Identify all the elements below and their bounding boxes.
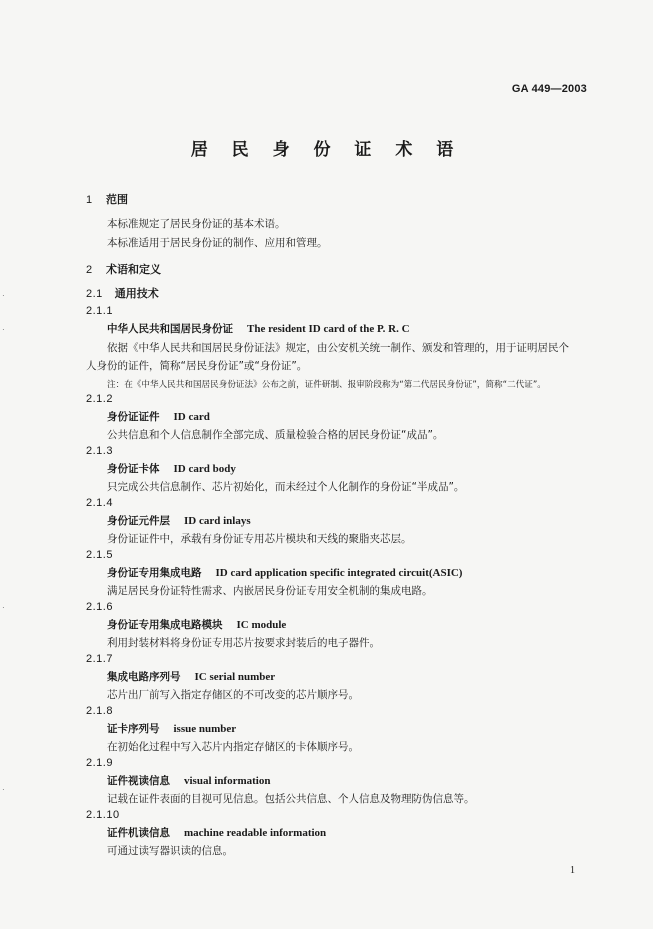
page-number: 1 bbox=[570, 865, 575, 876]
term-definition-continued: 人身份的证件，简称“居民身份证”或“身份证”。 bbox=[86, 360, 308, 372]
term-definition: 身份证证件中，承载有身份证专用芯片模块和天线的聚脂夹芯层。 bbox=[107, 533, 412, 545]
term-name-cn: 中华人民共和国居民身份证 bbox=[107, 323, 233, 335]
term-definition: 芯片出厂前写入指定存储区的不可改变的芯片顺序号。 bbox=[107, 689, 359, 701]
term-name-en: issue number bbox=[173, 723, 237, 735]
term-name-en: IC module bbox=[236, 619, 287, 631]
term-heading bbox=[107, 618, 286, 632]
term-name-cn: 证件视读信息 bbox=[107, 775, 170, 787]
term-number: 2.1.7 bbox=[86, 653, 113, 665]
term-name-cn: 身份证卡体 bbox=[107, 463, 160, 475]
term-definition: 依据《中华人民共和国居民身份证法》规定，由公安机关统一制作、颁发和管理的，用于证明居民个 bbox=[107, 342, 569, 354]
term-heading bbox=[107, 774, 270, 788]
document-title: 居 民 身 份 证 术 语 bbox=[190, 140, 463, 160]
term-definition: 只完成公共信息制作、芯片初始化，而未经过个人化制作的身份证“半成品”。 bbox=[107, 481, 465, 493]
term-definition: 利用封装材料将身份证专用芯片按要求封装后的电子器件。 bbox=[107, 637, 380, 649]
term-name-en: visual information bbox=[184, 775, 271, 787]
term-heading bbox=[107, 826, 326, 840]
term-heading bbox=[107, 566, 462, 580]
term-name-en: IC serial number bbox=[194, 671, 276, 683]
section-2-1-heading bbox=[86, 287, 159, 301]
term-number: 2.1.3 bbox=[86, 445, 113, 457]
term-definition: 公共信息和个人信息制作全部完成、质量检验合格的居民身份证“成品”。 bbox=[107, 429, 444, 441]
term-number: 2.1.10 bbox=[86, 809, 120, 821]
term-heading bbox=[107, 322, 410, 336]
section-title: 范围 bbox=[106, 193, 128, 206]
scan-speck: · bbox=[2, 325, 5, 334]
term-number: 2.1.4 bbox=[86, 497, 113, 509]
term-name-cn: 身份证专用集成电路模块 bbox=[107, 619, 223, 631]
term-definition: 满足居民身份证特性需求、内嵌居民身份证专用安全机制的集成电路。 bbox=[107, 585, 433, 597]
term-name-en: ID card inlays bbox=[184, 515, 251, 527]
section-number: 2 bbox=[86, 264, 93, 276]
section-number: 2.1 bbox=[86, 288, 103, 300]
term-name-en: The resident ID card of the P. R. C bbox=[247, 323, 410, 335]
term-name-cn: 身份证证件 bbox=[107, 411, 160, 423]
term-number: 2.1.1 bbox=[86, 305, 113, 317]
term-name-en: ID card body bbox=[173, 463, 236, 475]
term-definition: 可通过读写器识读的信息。 bbox=[107, 845, 233, 857]
term-name-cn: 身份证元件层 bbox=[107, 515, 170, 527]
term-definition: 记载在证件表面的目视可见信息。包括公共信息、个人信息及物理防伪信息等。 bbox=[107, 793, 475, 805]
term-number: 2.1.2 bbox=[86, 393, 113, 405]
term-number: 2.1.5 bbox=[86, 549, 113, 561]
term-note: 注：在《中华人民共和国居民身份证法》公布之前，证件研制、报审阶段称为“第二代居民身份证”，简称“二代证”。 bbox=[107, 380, 546, 390]
section-2-heading bbox=[86, 263, 161, 277]
section-title: 通用技术 bbox=[114, 287, 159, 300]
term-number: 2.1.9 bbox=[86, 757, 113, 769]
term-number: 2.1.6 bbox=[86, 601, 113, 613]
scope-paragraph-2: 本标准适用于居民身份证的制作、应用和管理。 bbox=[107, 237, 328, 249]
section-title: 术语和定义 bbox=[106, 263, 161, 276]
term-name-en: ID card application specific integrated circuit(ASIC) bbox=[215, 567, 463, 579]
standard-code: GA 449—2003 bbox=[511, 83, 587, 95]
scan-speck: · bbox=[2, 785, 5, 794]
term-name-en: ID card bbox=[173, 411, 210, 423]
term-name-cn: 集成电路序列号 bbox=[107, 671, 181, 683]
term-heading bbox=[107, 514, 251, 528]
scan-speck: · bbox=[2, 603, 5, 612]
scan-speck: · bbox=[2, 291, 5, 300]
term-heading bbox=[107, 722, 236, 736]
term-name-cn: 证件机读信息 bbox=[107, 827, 170, 839]
section-number: 1 bbox=[86, 194, 93, 206]
section-1-heading bbox=[86, 193, 128, 207]
term-name-cn: 证卡序列号 bbox=[107, 723, 160, 735]
scope-paragraph-1: 本标准规定了居民身份证的基本术语。 bbox=[107, 218, 286, 230]
term-heading bbox=[107, 410, 210, 424]
term-heading bbox=[107, 462, 236, 476]
term-name-en: machine readable information bbox=[184, 827, 327, 839]
term-number: 2.1.8 bbox=[86, 705, 113, 717]
term-definition: 在初始化过程中写入芯片内指定存储区的卡体顺序号。 bbox=[107, 741, 359, 753]
term-name-cn: 身份证专用集成电路 bbox=[107, 567, 202, 579]
term-heading bbox=[107, 670, 275, 684]
